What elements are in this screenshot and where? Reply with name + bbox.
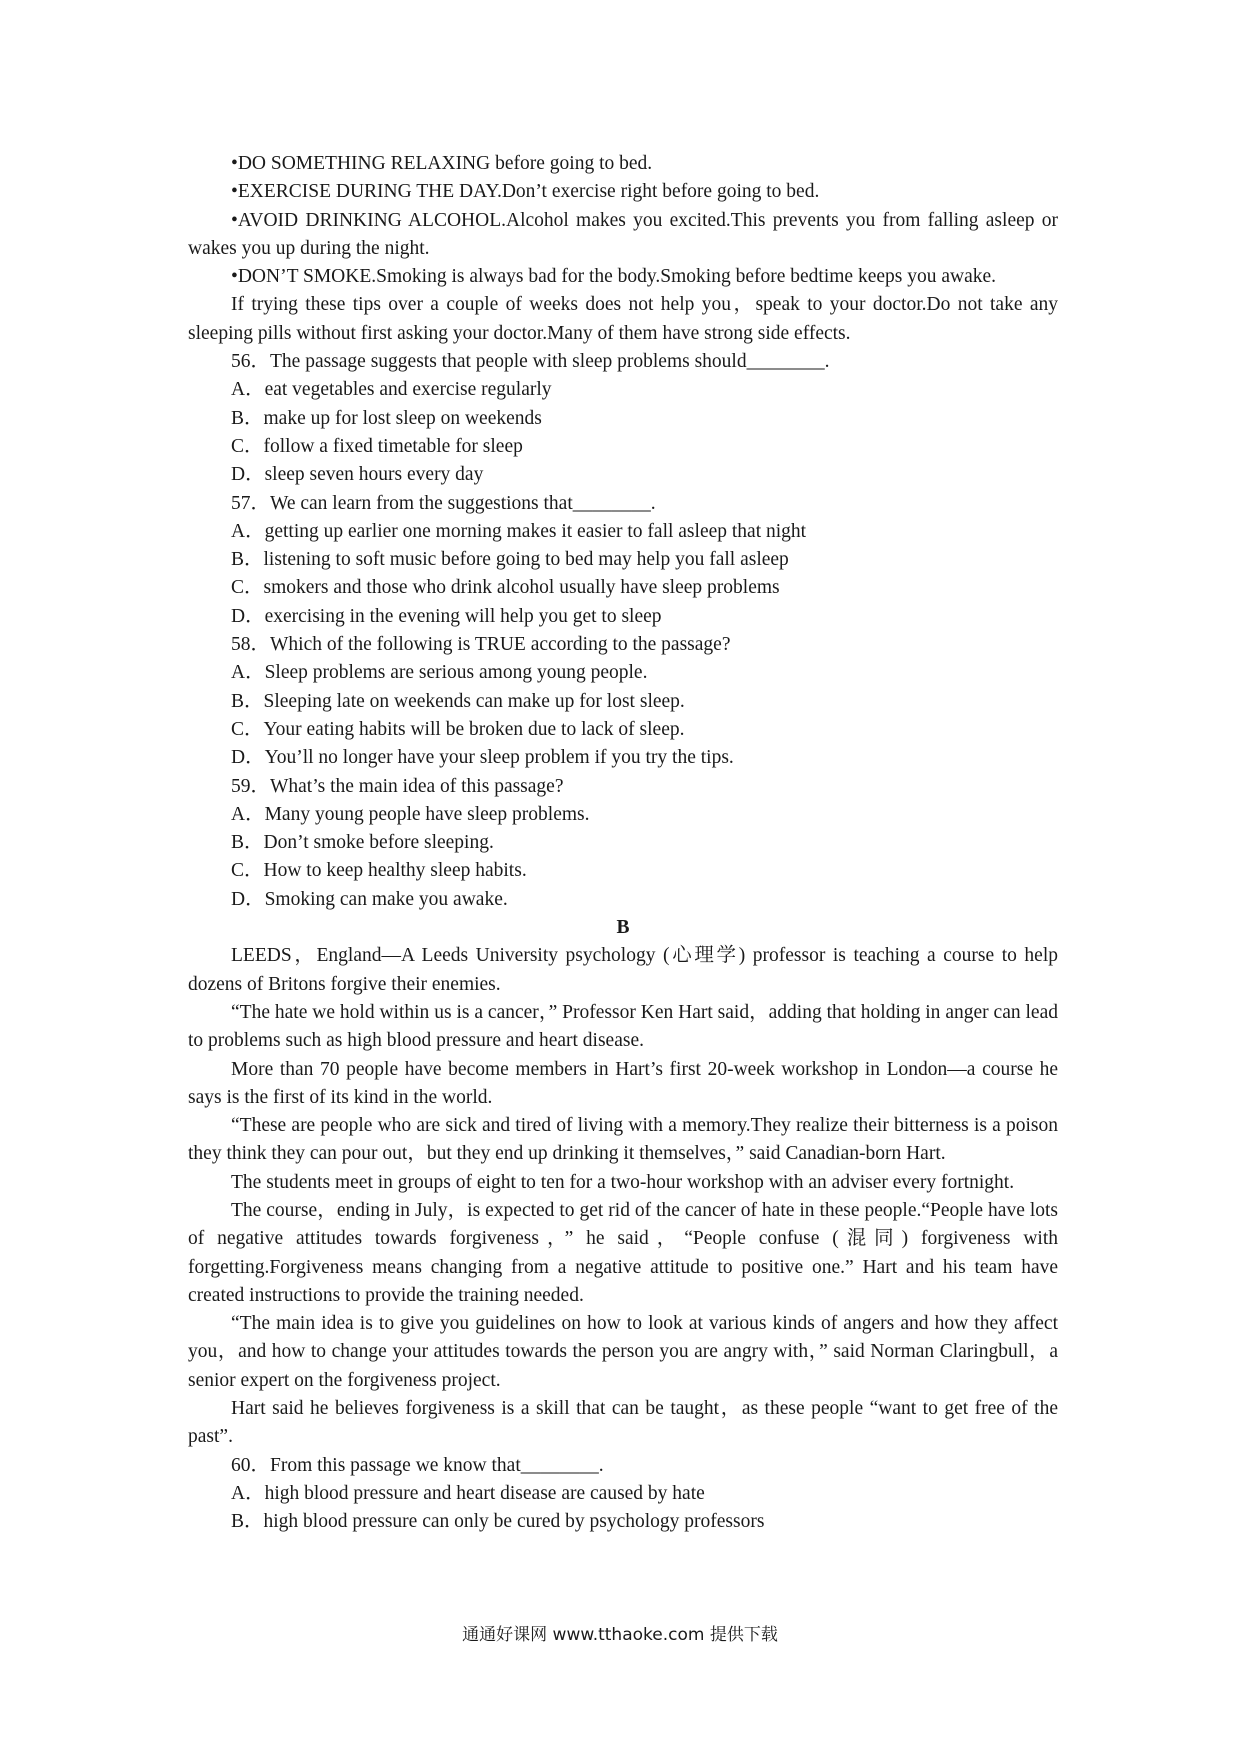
section-b-heading: B (616, 917, 630, 939)
option-58-d: D．You’ll no longer have your sleep problem if you try the tips. (231, 747, 734, 769)
option-59-b: B．Don’t smoke before sleeping. (231, 832, 494, 854)
passage-b-paragraph: LEEDS，England—A Leeds University psychology (心理学) professor is teaching a course to help dozens of Britons forgive their enemies. (188, 945, 1058, 995)
option-56-c: C．follow a fixed timetable for sleep (231, 435, 523, 457)
option-56-d: D．sleep seven hours every day (231, 464, 484, 486)
passage-b-paragraph: More than 70 people have become members in Hart’s first 20-week workshop in London—a course he says is the first of its kind in the world. (188, 1058, 1058, 1108)
page-footer: 通通好课网 www.tthaoke.com 提供下载 (462, 1625, 778, 1645)
option-57-b: B．listening to soft music before going to bed may help you fall asleep (231, 549, 789, 571)
option-59-c: C．How to keep healthy sleep habits. (231, 860, 527, 882)
passage-b-paragraph: The course，ending in July，is expected to get rid of the cancer of hate in these people.“People have lots of negative attitudes towards forgiveness，” he said，“People confuse (混同) forgiveness with forgetting.Forgiveness means changing from a negative attitude to positive one.” Hart and his team have created instructions to provide the training needed. (188, 1199, 1058, 1306)
question-56: 56．The passage suggests that people with sleep problems should________. (231, 351, 830, 373)
passage-b-paragraph: “The main idea is to give you guidelines on how to look at various kinds of angers and how they affect you，and how to change your attitudes towards the person you are angry with，” said Norman Claringbull，a senior expert on the forgiveness project. (188, 1313, 1059, 1391)
option-57-a: A．getting up earlier one morning makes it easier to fall asleep that night (231, 520, 807, 542)
option-57-c: C．smokers and those who drink alcohol usually have sleep problems (231, 577, 780, 599)
option-58-b: B．Sleeping late on weekends can make up for lost sleep. (231, 690, 685, 712)
question-59: 59．What’s the main idea of this passage? (231, 775, 564, 797)
option-59-a: A．Many young people have sleep problems. (231, 803, 590, 825)
option-56-b: B．make up for lost sleep on weekends (231, 407, 542, 429)
closing-paragraph: If trying these tips over a couple of weeks does not help you，speak to your doctor.Do not take any sleeping pills without first asking your doctor.Many of them have strong side effects. (188, 294, 1058, 344)
option-60-a: A．high blood pressure and heart disease are caused by hate (231, 1482, 705, 1504)
tip-smoke: •DON’T SMOKE.Smoking is always bad for the body.Smoking before bedtime keeps you awake. (231, 266, 997, 288)
question-58: 58．Which of the following is TRUE according to the passage? (231, 634, 731, 656)
option-57-d: D．exercising in the evening will help you get to sleep (231, 605, 662, 627)
option-58-c: C．Your eating habits will be broken due to lack of sleep. (231, 718, 685, 740)
option-56-a: A．eat vegetables and exercise regularly (231, 379, 552, 401)
option-58-a: A．Sleep problems are serious among young people. (231, 662, 648, 684)
passage-b-paragraph: Hart said he believes forgiveness is a skill that can be taught，as these people “want to get free of the past”. (188, 1398, 1058, 1448)
option-60-b: B．high blood pressure can only be cured by psychology professors (231, 1511, 765, 1533)
passage-b-paragraph: “These are people who are sick and tired of living with a memory.They realize their bitterness is a poison they think they can pour out，but they end up drinking it themselves，” said Canadian-born Hart. (188, 1115, 1058, 1165)
passage-b-paragraph: “The hate we hold within us is a cancer，” Professor Ken Hart said，adding that holding in anger can lead to problems such as high blood pressure and heart disease. (188, 1001, 1058, 1052)
tip-relaxing: •DO SOMETHING RELAXING before going to bed. (231, 153, 653, 174)
question-57: 57．We can learn from the suggestions that________. (231, 492, 656, 514)
tip-exercise: •EXERCISE DURING THE DAY.Don’t exercise right before going to bed. (231, 181, 820, 203)
option-59-d: D．Smoking can make you awake. (231, 888, 508, 910)
exam-page (188, 150, 1058, 1537)
tip-alcohol: •AVOID DRINKING ALCOHOL.Alcohol makes you excited.This prevents you from falling asleep or wakes you up during the night. (188, 209, 1058, 259)
question-60: 60．From this passage we know that________. (231, 1454, 604, 1476)
passage-b-paragraph: The students meet in groups of eight to ten for a two-hour workshop with an adviser every fortnight. (231, 1171, 1015, 1193)
